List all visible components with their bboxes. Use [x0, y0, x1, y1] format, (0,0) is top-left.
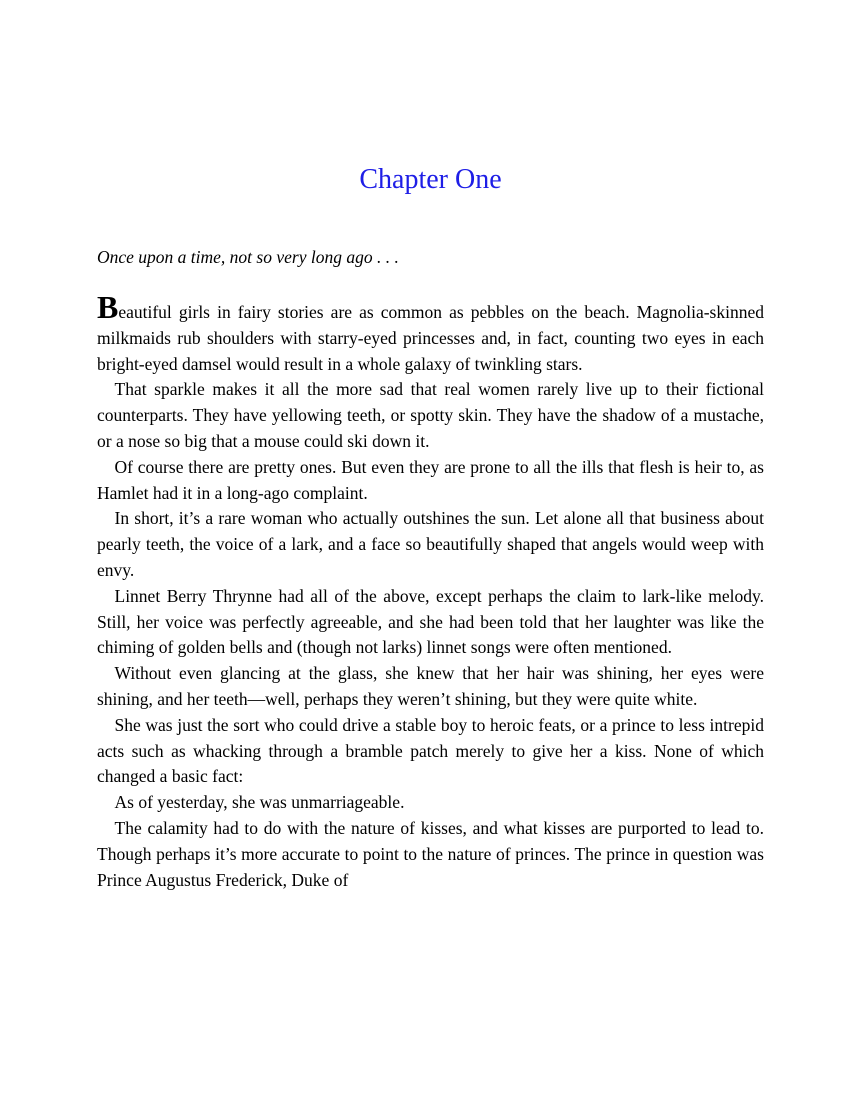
- paragraph: In short, it’s a rare woman who actually outshines the sun. Let alone all that business about pearly teeth, the voice of a lark, and a face so beautifully shaped that angels would weep with envy.: [97, 508, 764, 580]
- paragraph: Of course there are pretty ones. But even they are prone to all the ills that flesh is heir to, as Hamlet had it in a long-ago complaint.: [97, 456, 764, 503]
- paragraph: [97, 289, 764, 377]
- paragraph: Without even glancing at the glass, she knew that her hair was shining, her eyes were shining, and her teeth—well, perhaps they weren’t shining, but they were quite white.: [97, 663, 764, 709]
- drop-cap: B: [97, 289, 119, 325]
- epigraph: Once upon a time, not so very long ago . . .: [97, 247, 399, 267]
- paragraph-text: eautiful girls in fairy stories are as common as pebbles on the beach. Magnolia-skinned milkmaids rub shoulders with starry-eyed princesses and, in fact, counting two eyes in each bright-eyed damsel would result in a whole galaxy of twinkling stars.: [97, 302, 764, 374]
- paragraph: Linnet Berry Thrynne had all of the above, except perhaps the claim to lark-like melody. Still, her voice was perfectly agreeable, and she had been told that her laughter was like the chiming of golden bells and (though not larks) linnet songs were often mentioned.: [97, 585, 764, 658]
- paragraph: That sparkle makes it all the more sad that real women rarely live up to their fictional counterparts. They have yellowing teeth, or spotty skin. They have the shadow of a mustache, or a nose so big that a mouse could ski down it.: [97, 379, 764, 451]
- chapter-body: [97, 289, 764, 893]
- paragraph: As of yesterday, she was unmarriageable.: [114, 792, 405, 813]
- chapter-title[interactable]: Chapter One: [359, 164, 502, 195]
- paragraph: The calamity had to do with the nature of kisses, and what kisses are purported to lead to. Though perhaps it’s more accurate to point to the nature of princes. The prince in question was Prince Augustus Frederick, Duke of: [97, 817, 764, 890]
- paragraph: She was just the sort who could drive a stable boy to heroic feats, or a prince to less intrepid acts such as whacking through a bramble patch merely to give her a kiss. None of which changed a basic fact:: [97, 714, 764, 787]
